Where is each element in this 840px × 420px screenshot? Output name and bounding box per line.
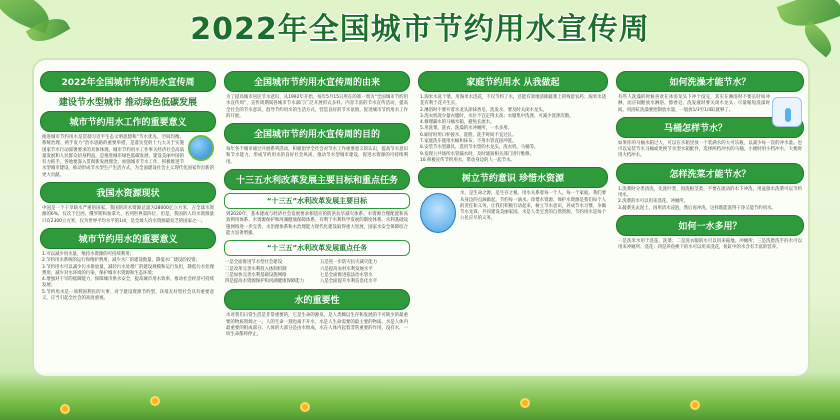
subheading-tasks: “十三五”水利改革发展重点任务 [224,240,410,256]
section-text-bath: 有些人洗澡的时候喜欢在沐浴龙头下冲个没完，其实在淋浴时不要长时间冲淋，而应间断放水淋浴。擦香皂、洗发液时要关闭水龙头；尽量缩短洗澡时间。用浴缸洗澡要控制放水量，一般放1/3至1/4缸就够了。 [618,95,770,113]
flower-decoration [520,398,530,408]
section-text-toilet: 如果你的马桶水箱过大，可以在水箱里放一个装满水的大可乐瓶，以减少每一次的冲水量。也可以安装节水马桶或更换节水型水箱配件，选择两档冲水的马桶，小便时用小档冲水，大便时用大档冲水。 [618,140,802,159]
flower-decoration [690,400,700,410]
column-3 [418,68,608,370]
section-heading-water-importance: 水的重要性 [224,289,410,310]
section-heading-week: 2022年全国城市节约用水宣传周 [40,71,216,92]
section-text-water-importance: 水对我们日常生活是非常重要的，它是生命的源泉，是人类赖以生存和发展的不可缺少的最重要的物质资源之一。人的生命一刻也离不开水，水是人生命需要的最主要的物质。水是人体内最重要的组成部分。人体的大部分是由水组成，水在人体内起着非常重要的作用，没有水，一切生命都将停止。 [226,313,408,338]
faucet-icon [772,97,802,127]
tasks-list [224,259,410,286]
section-text-awareness: 水，是生命之源，是生存之根，用水关系着每一个人，每一个家庭。我们要从身边的点滴做起，节约每一滴水。珍惜水资源、保护水资源是我们每个人的责任和义务。让我们积极行动起来，树立节水意识，养成节水习惯，争做节水先锋，共同建设美丽家园。水是人类宝贵的自然资源，节约用水是每个公民应尽的义务。 [460,191,606,222]
section-text-importance: 1.可以减少用水量，维持水资源的可持续利用； 2.节约用水系统的运行和维护费用，减少水厂的建设数量，降低水厂建设的投资； 3.节约用水可以减少污水排放量，减轻污水处理厂的建设规模和运行负担，降低污水处理费用，减少对水环境的污染，保护城市水资源和生态环境； 4.增强对干旱的抵御能力，保障城市供水安全，提高城市用水效率，推动社会经济可持续发展； 5.节约用水是一项利国利民的大事，对于建设资源节约型、环境友好型社会具有重要意义，应当引起全社会的高度重视。 [42,251,214,302]
section-text-origin: 为了提高城市居民节水意识，从1992年开始，每年5月15日所在的那一周为“全国城市节约用水宣传周”，宣传周期间各城市节水部门广泛开展形式多样、内容丰富的节水宣传活动，提高全社会的节水意识，倡导节约用水的生活方式，营造良好的节水氛围，促进城市节约用水工作的开展。 [226,95,408,119]
tasks-left: 一是全面推进节水型社会建设 二是改革完善水利投入体制机制 三是加快完善水利基础设施网络 四是提高水资源保护和河湖健康保障能力 [225,260,305,285]
flower-decoration [300,402,310,412]
section-heading-vegetables: 怎样洗菜才能节水？ [616,163,804,184]
section-heading-plan: 十三五水利改革发展主要目标和重点任务 [224,169,410,190]
section-text-reuse: 一是洗米水用于浇花、洗菜；二是洗衣服的水可以用来拖地、冲厕所；三是洗脸洗手的水可以用来冲厕所、浇花；四是养鱼换下的水可以用来浇花，鱼缸中的水含有丰富的营养。 [618,238,802,251]
earth-icon [188,135,214,161]
section-text-significance: 推进城市节约用水是贯彻习近平生态文明思想和“节水优先、空间均衡、系统治理、两手发力”治水思路的重要举措，是落实党的十九大关于实施国家节水行动部署要求的具体体现。城市节约用水工作事关经济社会高质量发展和人民群众切身利益，是推进城市绿色低碳发展、建设美丽中国的有力抓手。各地要深入贯彻新发展理念，加强城市节水工作，积极推进节水型城市建设，推动形成节水型生产生活方式，为全面建设社会主义现代化国家作出新的更大贡献。 [42,135,214,178]
section-heading-purpose: 全国城市节约用水宣传周的目的 [224,123,410,144]
flower-decoration [60,404,70,414]
grass-decoration [0,372,840,420]
section-heading-reuse: 如何一水多用？ [616,215,804,236]
section-text-household: 1.淘米水洗个菜，用淘米水浇花，不仅节约了水，还能有效地清除蔬菜上的残留农药；淘米水浇花有利于花卉生长。 2.淋浴时不要开着水龙头涂抹香皂、洗发水，要及时关闭水龙头。 3.洗衣机洗少量衣服时，水位不宜定得太高；衣服集中洗涤，可减少洗涤次数。 4.修理漏水的马桶水箱，避免长流水。 5.用洗菜、洗衣、洗澡的水冲厕所，一水多用。 6.刷牙时用口杯接水，洗脸、洗手时间不宜过长。 7.家庭洗车使用水桶和抹布，不用水管直接冲洗。 8.安装节水型器具，选用节水型的水龙头、洗衣机、马桶等。 9.发现公共场所水管漏水时，及时通知相关部门进行维修。 10.积极宣传节约用水，带动身边的人一起节水。 [420,95,606,163]
subheading-goals: “十三五”水利改革发展主要目标 [224,193,410,209]
content-board [32,58,810,378]
water-drop-mascot-icon [420,193,456,233]
section-heading-household: 家庭节约用水 从我做起 [418,71,608,92]
section-text-status: 中国是一个干旱缺水严重的国家。我国的淡水资源总量为28000亿立方米，占全球水资源的6%，仅次于巴西、俄罗斯和加拿大，名列世界第四位。但是，我国的人均水资源量只有2300立方米，仅为世界平均水平的1/4，是全球人均水资源最贫乏的国家之一。 [42,206,214,224]
section-text-vegetables: 1.洗菜时分类清洗，先洗叶类，再洗根茎类，不要在流动的水下冲洗，用盆接水洗菜可以节约用水。 2.洗菜的水可以用来浇花、冲厕所。 3.蔬菜先去泥土，再用清水浸泡，然后再冲洗，这样既能洗得干净又能节约用水。 [618,186,802,211]
section-heading-origin: 全国城市节约用水宣传周的由来 [224,71,410,92]
section-heading-awareness: 树立节约意识 珍惜水资源 [418,167,608,188]
section-heading-significance: 城市节约用水工作的重要意义 [40,111,216,132]
page-title: 2022年全国城市节约用水宣传周 [190,12,650,47]
section-heading-bath: 如何洗澡才能节水？ [616,71,804,92]
column-4 [616,68,804,370]
flower-decoration [150,396,160,406]
section-text-purpose: 每年各个城市通过开展系列活动，积极倡导全社会对节水工作重要意义的认识，提高节水意识和节水能力，形成节约用水的良好社会风尚，推动节水型城市建设，促进水资源的可持续利用。 [226,147,408,165]
slogan: 建设节水型城市 推动绿色低碳发展 [58,98,198,108]
section-heading-status: 我国水资源现状 [40,182,216,203]
column-2 [224,68,410,370]
column-1 [40,68,216,370]
section-text-goals: 到2020年，基本建成与经济社会发展要求相适应的防洪抗旱减灾体系、水资源合理配置和高效利用体系、水资源保护和河湖健康保障体系，有利于水利科学发展的制度体系。水利基础设施网络进一步完善，水治理体系和水治理能力现代化建设取得重大进展，国家水安全保障综合能力显著增强。 [226,212,408,236]
tasks-right: 五是进一步防灾抗灾减灾能力 六是提高农村水利发展水平 七是全面推进依法治水管水 八是全面提升水利信息化水平 [320,260,378,285]
section-heading-importance: 城市节约用水的重要意义 [40,228,216,249]
section-heading-toilet: 马桶怎样节水？ [616,117,804,138]
